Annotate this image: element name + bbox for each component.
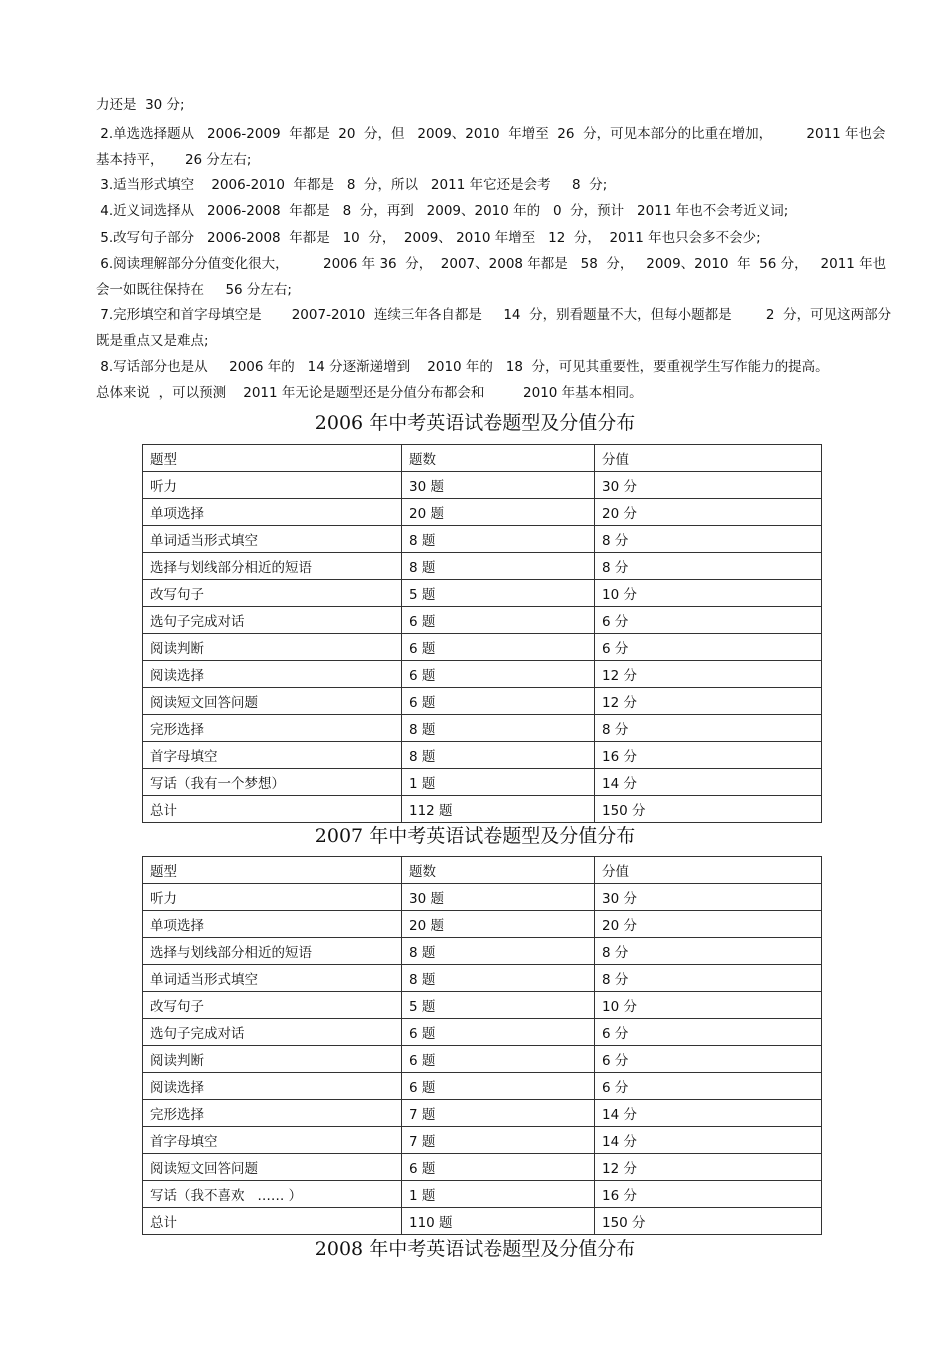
- cell-score: 30 分: [595, 884, 822, 911]
- cell-score: 6 分: [595, 607, 822, 634]
- cell-score: 14 分: [595, 1100, 822, 1127]
- table-title-2008: 2008 年中考英语试卷题型及分值分布: [314, 1238, 636, 1260]
- cell-question-count: 6 题: [402, 1046, 595, 1073]
- cell-score: 6 分: [595, 1073, 822, 1100]
- cell-question-count: 8 题: [402, 526, 595, 553]
- cell-question-count: 7 题: [402, 1100, 595, 1127]
- cell-question-count: 5 题: [402, 992, 595, 1019]
- cell-question-type: 题型: [143, 445, 402, 472]
- cell-score: 分值: [595, 857, 822, 884]
- cell-score: 30 分: [595, 472, 822, 499]
- cell-score: 10 分: [595, 580, 822, 607]
- table-row: [143, 688, 822, 715]
- cell-score: 6 分: [595, 1019, 822, 1046]
- cell-question-count: 1 题: [402, 1181, 595, 1208]
- table-row: [143, 1100, 822, 1127]
- cell-score: 10 分: [595, 992, 822, 1019]
- table-header-row: [143, 445, 822, 472]
- cell-question-type: 总计: [143, 1208, 402, 1235]
- cell-question-type: 写话（我有一个梦想）: [143, 769, 402, 796]
- cell-score: 20 分: [595, 499, 822, 526]
- cell-question-type: 听力: [143, 884, 402, 911]
- cell-question-count: 7 题: [402, 1127, 595, 1154]
- cell-question-count: 8 题: [402, 965, 595, 992]
- cell-question-count: 20 题: [402, 499, 595, 526]
- cell-question-type: 单项选择: [143, 911, 402, 938]
- paragraph-6: 6.阅读理解部分分值变化很大， 2006 年 36 分， 2007、2008 年都是 58 分， 2009、2010 年 56 分， 2011 年也会一如既往保持在 56 分左右;: [96, 256, 887, 298]
- cell-score: 分值: [595, 445, 822, 472]
- cell-question-count: 8 题: [402, 938, 595, 965]
- cell-question-count: 6 题: [402, 1019, 595, 1046]
- cell-question-type: 单项选择: [143, 499, 402, 526]
- table-row: [143, 553, 822, 580]
- paragraph-5: 5.改写句子部分 2006-2008 年都是 10 分， 2009、 2010 年增至 12 分， 2011 年也只会多不会少;: [96, 230, 761, 246]
- table-header-row: [143, 857, 822, 884]
- cell-score: 12 分: [595, 1154, 822, 1181]
- table-row: [143, 661, 822, 688]
- cell-question-count: 6 题: [402, 1073, 595, 1100]
- table-row: [143, 526, 822, 553]
- cell-score: 16 分: [595, 1181, 822, 1208]
- cell-score: 8 分: [595, 526, 822, 553]
- cell-question-count: 30 题: [402, 884, 595, 911]
- cell-question-type: 单词适当形式填空: [143, 965, 402, 992]
- table-row: [143, 472, 822, 499]
- table-row: [143, 884, 822, 911]
- cell-question-count: 5 题: [402, 580, 595, 607]
- table-row: [143, 1073, 822, 1100]
- cell-question-count: 8 题: [402, 742, 595, 769]
- cell-question-type: 阅读判断: [143, 634, 402, 661]
- cell-question-count: 6 题: [402, 661, 595, 688]
- table-row: [143, 580, 822, 607]
- table-row: [143, 992, 822, 1019]
- cell-question-type: 完形选择: [143, 1100, 402, 1127]
- cell-question-count: 112 题: [402, 796, 595, 823]
- table-row: [143, 796, 822, 823]
- cell-question-count: 6 题: [402, 607, 595, 634]
- cell-score: 12 分: [595, 688, 822, 715]
- cell-score: 6 分: [595, 634, 822, 661]
- cell-question-count: 30 题: [402, 472, 595, 499]
- cell-question-type: 选择与划线部分相近的短语: [143, 553, 402, 580]
- paragraph-8: 8.写话部分也是从 2006 年的 14 分逐渐递增到 2010 年的 18 分，可见其重要性，要重视学生写作能力的提高。: [96, 359, 829, 375]
- cell-question-count: 6 题: [402, 688, 595, 715]
- table-row: [143, 715, 822, 742]
- cell-score: 8 分: [595, 938, 822, 965]
- cell-question-type: 写话（我不喜欢 …… ）: [143, 1181, 402, 1208]
- table-row: [143, 1181, 822, 1208]
- cell-question-type: 选择与划线部分相近的短语: [143, 938, 402, 965]
- score-table-2007: [142, 856, 822, 1235]
- cell-question-type: 阅读选择: [143, 661, 402, 688]
- paragraph-1: 力还是 30 分;: [96, 97, 185, 113]
- cell-score: 150 分: [595, 1208, 822, 1235]
- cell-question-type: 首字母填空: [143, 1127, 402, 1154]
- cell-question-count: 题数: [402, 445, 595, 472]
- table-row: [143, 911, 822, 938]
- cell-score: 150 分: [595, 796, 822, 823]
- table-row: [143, 1208, 822, 1235]
- table-row: [143, 965, 822, 992]
- cell-question-count: 110 题: [402, 1208, 595, 1235]
- paragraph-4: 4.近义词选择从 2006-2008 年都是 8 分，再到 2009、2010 年的 0 分，预计 2011 年也不会考近义词;: [96, 203, 789, 219]
- cell-question-count: 6 题: [402, 634, 595, 661]
- table-row: [143, 1154, 822, 1181]
- cell-question-type: 改写句子: [143, 992, 402, 1019]
- cell-score: 8 分: [595, 715, 822, 742]
- cell-score: 12 分: [595, 661, 822, 688]
- cell-question-count: 20 题: [402, 911, 595, 938]
- table-row: [143, 499, 822, 526]
- cell-score: 8 分: [595, 553, 822, 580]
- cell-score: 8 分: [595, 965, 822, 992]
- cell-question-type: 完形选择: [143, 715, 402, 742]
- cell-question-count: 6 题: [402, 1154, 595, 1181]
- cell-question-count: 题数: [402, 857, 595, 884]
- score-table-2006: [142, 444, 822, 823]
- table-row: [143, 634, 822, 661]
- paragraph-summary: 总体来说 ，可以预测 2011 年无论是题型还是分值分布都会和 2010 年基本相同。: [96, 385, 643, 401]
- cell-question-type: 听力: [143, 472, 402, 499]
- cell-question-type: 阅读判断: [143, 1046, 402, 1073]
- table-row: [143, 1046, 822, 1073]
- cell-question-type: 阅读短文回答问题: [143, 688, 402, 715]
- cell-score: 20 分: [595, 911, 822, 938]
- cell-question-type: 总计: [143, 796, 402, 823]
- table-title-2006: 2006 年中考英语试卷题型及分值分布: [314, 412, 636, 434]
- paragraph-7: 7.完形填空和首字母填空是 2007-2010 连续三年各自都是 14 分，别看题量不大，但每小题都是 2 分，可见这两部分既是重点又是难点;: [96, 307, 892, 349]
- cell-question-type: 改写句子: [143, 580, 402, 607]
- table-row: [143, 1127, 822, 1154]
- cell-question-type: 阅读短文回答问题: [143, 1154, 402, 1181]
- cell-question-type: 阅读选择: [143, 1073, 402, 1100]
- cell-question-type: 首字母填空: [143, 742, 402, 769]
- table-row: [143, 607, 822, 634]
- cell-score: 6 分: [595, 1046, 822, 1073]
- table-row: [143, 769, 822, 796]
- cell-question-count: 1 题: [402, 769, 595, 796]
- paragraph-3: 3.适当形式填空 2006-2010 年都是 8 分，所以 2011 年它还是会考 8 分;: [96, 177, 608, 193]
- cell-question-type: 选句子完成对话: [143, 1019, 402, 1046]
- cell-question-type: 题型: [143, 857, 402, 884]
- table-row: [143, 742, 822, 769]
- cell-question-count: 8 题: [402, 553, 595, 580]
- cell-score: 16 分: [595, 742, 822, 769]
- table-title-2007: 2007 年中考英语试卷题型及分值分布: [314, 825, 636, 847]
- table-row: [143, 938, 822, 965]
- cell-question-type: 单词适当形式填空: [143, 526, 402, 553]
- cell-score: 14 分: [595, 769, 822, 796]
- cell-question-count: 8 题: [402, 715, 595, 742]
- paragraph-2: 2.单选选择题从 2006-2009 年都是 20 分，但 2009、2010 年增至 26 分，可见本部分的比重在增加， 2011 年也会基本持平， 26 分左右;: [96, 126, 886, 168]
- table-row: [143, 1019, 822, 1046]
- cell-question-type: 选句子完成对话: [143, 607, 402, 634]
- cell-score: 14 分: [595, 1127, 822, 1154]
